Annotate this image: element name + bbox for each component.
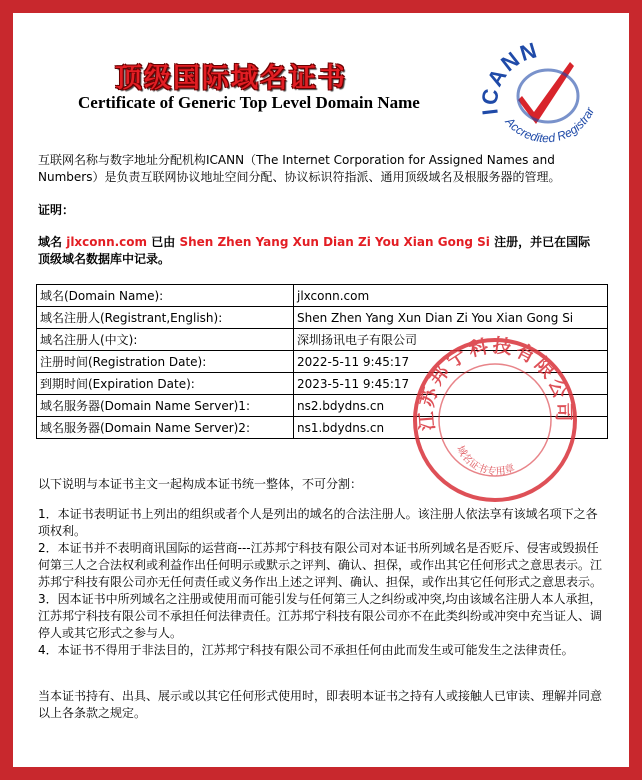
table-label: 注册时间(Registration Date):	[37, 351, 294, 373]
note-item: 1．本证书表明证书上列出的组织或者个人是列出的域名的合法注册人。该注册人依法享有该域名项下之各项权利。	[38, 507, 598, 538]
svg-text:ICANN	[477, 37, 542, 116]
table-value: ns2.bdydns.cn	[294, 395, 608, 417]
svg-text:Accredited Registrar	[502, 104, 598, 145]
seal-outer-text: 江苏邦宁科技有限公司	[415, 334, 575, 432]
certificate-title-en: Certificate of Generic Top Level Domain Name	[78, 93, 420, 112]
note-item: 2．本证书并不表明商讯国际的运营商---江苏邦宁科技有限公司对本证书所列域名是否贬斥、侵害或毁损任何第三人之合法权利或利益作出任何明示或默示之评判、确认、担保，或作出其它任何形式之意思表示。江苏邦宁科技有限公司亦无任何责任或义务作出上述之评判、确认、担保，或作出其它任何形式之意思表示。	[38, 541, 603, 589]
table-value: 2023-5-11 9:45:17	[294, 373, 608, 395]
notes-title: 以下说明与本证书主文一起构成本证书统一整体，不可分割：	[38, 477, 363, 491]
note-item: 3．因本证书中所列域名之注册或使用而可能引发与任何第三人之纠纷或冲突,均由该域名注册人本人承担，江苏邦宁科技有限公司不承担任何法律责任。江苏邦宁科技有限公司亦不在此类纠纷或冲突中充当证人、调停人或其它形式之参与人。	[38, 592, 603, 640]
table-label: 到期时间(Expiration Date):	[37, 373, 294, 395]
company-seal-stamp	[405, 330, 585, 510]
table-value: ns1.bdydns.cn	[294, 417, 608, 439]
logo-top-text: ICANN	[476, 36, 542, 117]
table-label: 域名服务器(Domain Name Server)1:	[37, 395, 294, 417]
table-value: 2022-5-11 9:45:17	[294, 351, 608, 373]
table-value: Shen Zhen Yang Xun Dian Zi You Xian Gong Si	[294, 307, 608, 329]
table-label: 域名服务器(Domain Name Server)2:	[37, 417, 294, 439]
statement-suffix: 注册，并已在国际顶级域名数据库中记录。	[38, 235, 591, 266]
statement-registrant: Shen Zhen Yang Xun Dian Zi You Xian Gong Si	[179, 235, 490, 249]
notes-list	[38, 506, 603, 659]
svg-text:域名证书专用章	[454, 443, 516, 478]
seal-inner-text: 域名证书专用章	[454, 444, 517, 478]
logo-bottom-text: Accredited Registrar	[502, 105, 598, 146]
statement-middle: 已由	[151, 235, 176, 249]
intro-paragraph: 互联网名称与数字地址分配机构ICANN（The Internet Corporation for Assigned Names and Numbers）是负责互联网协议地址空间分配、协议标识符指派、通用顶级域名及根服务器的管理。	[38, 153, 561, 184]
icann-accredited-registrar-logo	[470, 34, 610, 154]
table-label: 域名(Domain Name):	[37, 285, 294, 307]
certificate-title-cn: 顶级国际域名证书	[115, 63, 347, 94]
table-label: 域名注册人(中文):	[37, 329, 294, 351]
table-row	[37, 285, 608, 307]
statement-prefix: 域名	[38, 235, 63, 249]
table-value: jlxconn.com	[294, 285, 608, 307]
table-label: 域名注册人(Registrant,English):	[37, 307, 294, 329]
statement-domain: jlxconn.com	[66, 235, 148, 249]
table-row	[37, 307, 608, 329]
table-value: 深圳扬讯电子有限公司	[294, 329, 608, 351]
certify-label: 证明：	[38, 203, 75, 217]
certification-statement	[38, 234, 598, 268]
note-item: 4．本证书不得用于非法目的，江苏邦宁科技有限公司不承担任何由此而发生或可能发生之法律责任。	[38, 643, 574, 657]
closing-paragraph: 当本证书持有、出具、展示或以其它任何形式使用时，即表明本证书之持有人或接触人已审读、理解并同意以上各条款之规定。	[38, 689, 603, 720]
